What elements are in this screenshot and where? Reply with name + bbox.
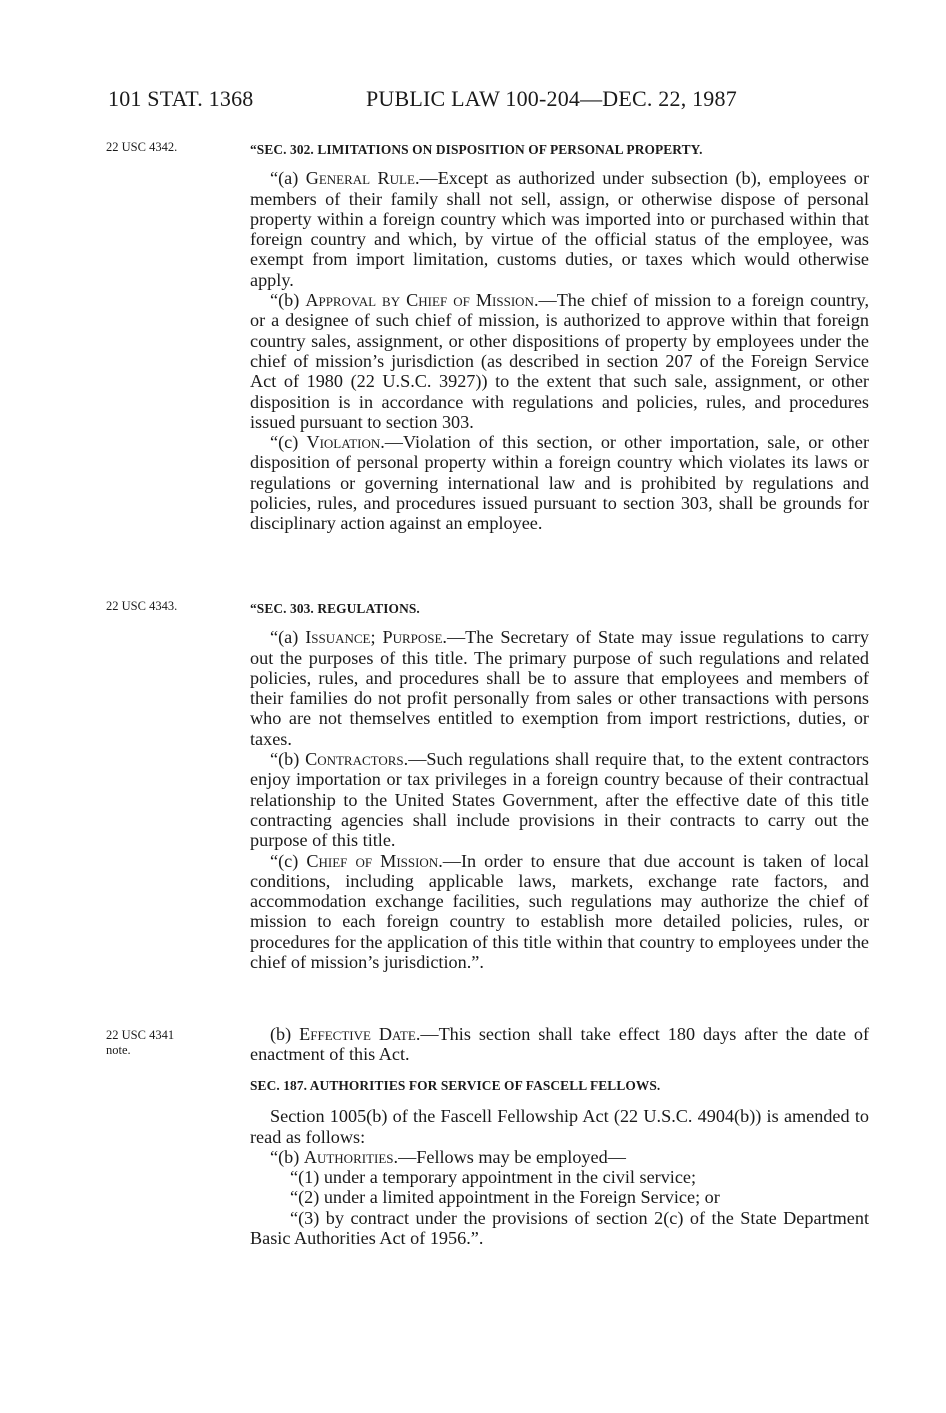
para-open: “(a) [270, 627, 306, 648]
para-open: “(b) [270, 290, 306, 311]
paragraph-b [250, 1147, 869, 1167]
section-187 [250, 1076, 869, 1248]
para-open: (b) [270, 1024, 300, 1044]
para-text: —The Secretary of State may issue regulations to carry out the purposes of this title. The primary purpose of such regulations and related policies, rules, and procedures shall be to assure that employees and members of their families do not profit personally from sales or other transactions with persons who are not themselves entitled to exemption from import restrictions, duties, or taxes. [250, 627, 869, 749]
paragraph-title: Violation. [306, 432, 385, 453]
para-text: —In order to ensure that due account is taken of local conditions, including applicable laws, markets, exchange rate factors, and accommodation exchange facilities, such regulations may authorize the chief of mission to each foreign country to establish more detailed policies, rules, or procedures for the application of this title within that country to employees under the chief of mission’s jurisdiction.”. [250, 850, 869, 973]
para-text: —Fellows may be employed— [398, 1146, 626, 1167]
para-open: “(a) [270, 168, 306, 189]
paragraph-b [250, 290, 869, 432]
paragraph-intro: Section 1005(b) of the Fascell Fellowship Act (22 U.S.C. 4904(b)) is amended to read as follows: [250, 1106, 869, 1147]
section-heading: “SEC. 302. LIMITATIONS ON DISPOSITION OF PERSONAL PROPERTY. [250, 142, 703, 157]
para-text: —This section shall take effect 180 days after the date of enactment of this Act. [250, 1024, 869, 1065]
section-302 [250, 140, 869, 534]
paragraph-title: Authorities. [303, 1146, 399, 1167]
paragraph-title: Issuance; Purpose. [305, 627, 447, 648]
para-open: “(c) [270, 432, 307, 453]
paragraph-b [250, 749, 869, 850]
section-heading: “SEC. 303. REGULATIONS. [250, 601, 420, 616]
para-text: —Except as authorized under subsection (b), employees or members of their family shall not sell, assign, or otherwise dispose of personal property within a foreign country which was imported into or purchased within that foreign country and which, by virtue of the official status of the employee, was exempt from import limitation, customs duties, or taxes which would otherwise apply. [250, 168, 869, 290]
list-item: “(2) under a limited appointment in the Foreign Service; or [290, 1187, 720, 1208]
list-item: “(1) under a temporary appointment in the civil service; [290, 1167, 697, 1188]
paragraph-title: Chief of Mission. [306, 850, 443, 871]
paragraph-effective-date [250, 1024, 869, 1065]
margin-note-line: 22 USC 4341 [106, 1028, 175, 1042]
paragraph-a [250, 627, 869, 749]
paragraph-c [250, 851, 869, 973]
margin-note-usc-4343: 22 USC 4343. [106, 599, 178, 613]
margin-note-usc-4342: 22 USC 4342. [106, 140, 178, 154]
para-open: “(b) [270, 1146, 304, 1167]
effective-date-block [250, 1024, 869, 1065]
para-text: —The chief of mission to a foreign country, or a designee of such chief of mission, is authorized to approve within that foreign country sales, assignment, or other dispositions of property by employees under the chief of mission’s jurisdiction (as described in section 207 of the Foreign Service Act of 1980 (22 U.S.C. 3927)) to the extent that such sale, assignment, or other disposition is in accordance with regulations and policies, rules, and procedures issued pursuant to section 303. [250, 290, 869, 432]
paragraph-a [250, 168, 869, 290]
paragraph-title: General Rule. [305, 168, 420, 189]
paragraph-title: Effective Date. [299, 1024, 421, 1044]
para-text: —Such regulations shall require that, to the extent contractors enjoy importation or tax privileges in a foreign country because of their contractual relationship to the United States Government, after the effective date of this title contracting agencies shall include provisions in their contracts to carry out the purpose of this title. [250, 749, 869, 851]
para-open: “(c) [270, 850, 307, 871]
section-heading: SEC. 187. AUTHORITIES FOR SERVICE OF FASCELL FELLOWS. [250, 1078, 661, 1093]
list-item: “(3) by contract under the provisions of section 2(c) of the State Department Basic Authorities Act of 1956.”. [250, 1207, 869, 1249]
paragraph-title: Contractors. [305, 749, 409, 770]
paragraph-c [250, 432, 869, 533]
authorities-list [250, 1167, 869, 1248]
margin-note-line: note. [106, 1043, 131, 1057]
paragraph-title: Approval by Chief of Mission. [305, 290, 539, 311]
para-text: —Violation of this section, or other importation, sale, or other disposition of personal property within a foreign country which violates its laws or regulations or governing international law and is prohibited by regulations and policies, rules, and procedures issued pursuant to section 303, shall be grounds for disciplinary action against an employee. [250, 432, 870, 534]
statute-page-number: 101 STAT. 1368 [108, 86, 254, 111]
public-law-title: PUBLIC LAW 100-204—DEC. 22, 1987 [366, 86, 737, 111]
section-303 [250, 599, 869, 972]
para-open: “(b) [270, 749, 306, 770]
margin-note-usc-4341 [106, 1028, 226, 1058]
